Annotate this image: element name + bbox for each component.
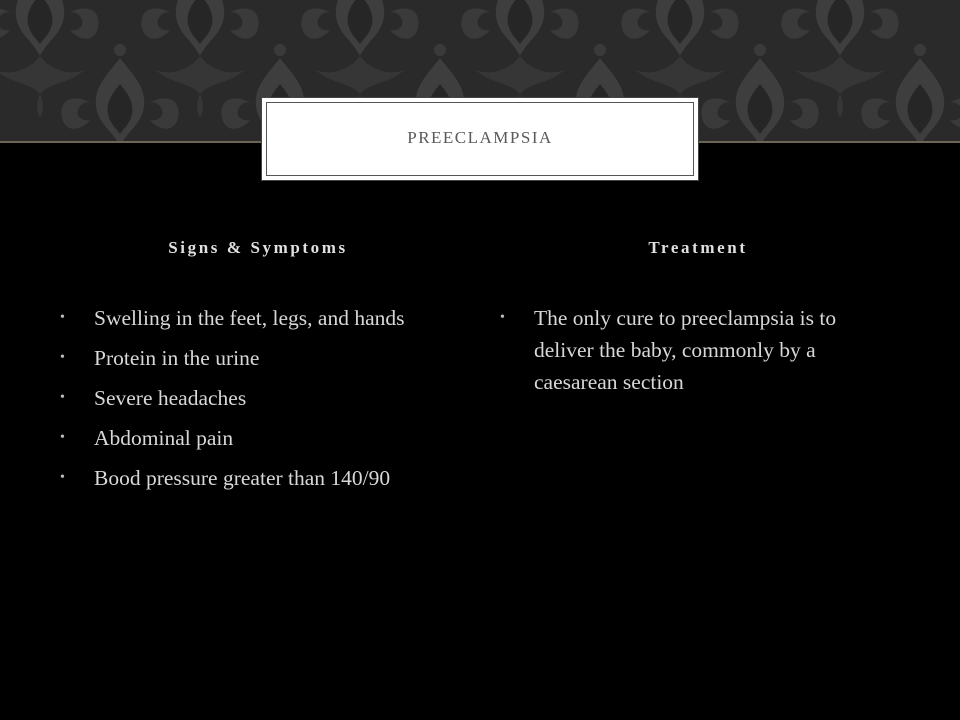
signs-symptoms-heading: Signs & Symptoms	[168, 238, 348, 257]
list-item	[58, 462, 418, 494]
bullet-icon: •	[60, 390, 65, 405]
list-item-text: Protein in the urine	[94, 346, 260, 370]
bullet-icon: •	[60, 310, 65, 325]
list-item-text: Abdominal pain	[94, 426, 234, 450]
list-item	[58, 342, 418, 374]
bullet-icon: •	[500, 310, 505, 325]
treatment-list	[498, 302, 898, 406]
bullet-icon: •	[60, 350, 65, 365]
list-item	[58, 382, 418, 414]
treatment-heading: Treatment	[648, 238, 748, 257]
bullet-icon: •	[60, 430, 65, 445]
list-item-text: The only cure to preeclampsia is to deliver the baby, commonly by a caesarean section	[534, 306, 837, 394]
bullet-icon: •	[60, 470, 65, 485]
slide-title: PREECLAMPSIA	[407, 128, 553, 147]
list-item-text: Bood pressure greater than 140/90	[94, 466, 391, 490]
list-item	[58, 302, 418, 334]
symptoms-list	[58, 302, 418, 502]
title-box	[261, 97, 699, 181]
list-item-text: Swelling in the feet, legs, and hands	[94, 306, 405, 330]
list-item	[58, 422, 418, 454]
list-item-text: Severe headaches	[94, 386, 247, 410]
list-item	[498, 302, 898, 398]
